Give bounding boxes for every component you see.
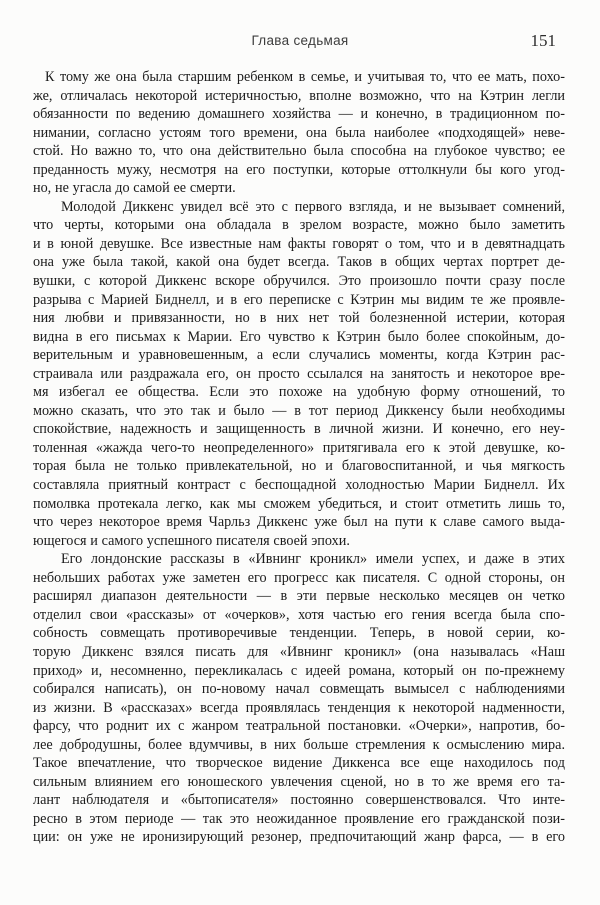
text-line: что через некоторое время Чарльз Диккенс уже был на пути к славе самого выда- xyxy=(33,514,565,531)
text-line: видна в его письмах к Марии. Его чувство к Кэтрин было более спокойным, до- xyxy=(33,328,565,345)
text-line: Его лондонские рассказы в «Ивнинг кроникл» имели успех, и даже в этих xyxy=(61,551,565,568)
paragraph xyxy=(33,550,565,847)
page-header xyxy=(36,33,564,55)
text-line: что черты, которыми она обладала в зрелом возрасте, можно было заметить xyxy=(33,217,565,234)
text-line: нимании, согласно устоям того времени, она была наиболее «подходящей» неве- xyxy=(33,124,565,141)
text-line: небольших работах уже заметен его прогресс как писателя. С одной стороны, он xyxy=(33,569,565,586)
text-line: ния любви и привязанности, но в них нет той болезненной истерии, которая xyxy=(33,310,565,327)
text-line: верительным и уравновешенным, а если случались моменты, когда Кэтрин рас- xyxy=(33,347,565,364)
text-line: составляла приятный контраст с беспощадной холодностью Марии Биднелл. Их xyxy=(33,477,565,494)
text-line: обязанности по ведению домашнего хозяйства — и конечно, в традиционном по- xyxy=(33,106,565,123)
text-line: и в юной девушке. Все известные нам факты говорят о том, что и в девятнадцать xyxy=(33,235,565,252)
text-line: спокойствие, надежность и защищенность в личной жизни. И конечно, его неу- xyxy=(33,421,565,438)
text-line: ресно в этом периоде — так это неожиданное проявление его гражданской пози- xyxy=(33,810,565,827)
text-line: преданность мужу, несмотря на его поступки, которые оттолкнули бы кого угод- xyxy=(33,161,565,178)
text-line: Молодой Диккенс увидел всё это с первого взгляда, и не вызывает сомнений, xyxy=(61,198,565,215)
text-line: стой. Но важно то, что она действительно была способна на глубокое чувство; ее xyxy=(33,143,565,160)
text-line: мя избегал ее общества. Если это похоже на удобную форму отношений, то xyxy=(33,384,565,401)
text-line: страивала или раздражала его, он просто ссылался на занятость и некоторое вре- xyxy=(33,365,565,382)
text-line: Такое впечатление, что творческое видение Диккенса все еще находилось под xyxy=(33,755,565,772)
paragraph xyxy=(33,198,565,550)
text-line: приход» и, несомненно, перекликалась с идеей романа, который он по-прежнему xyxy=(33,662,565,679)
text-line: К тому же она была старшим ребенком в семье, и учитывая то, что ее мать, похо- xyxy=(45,69,565,85)
text-line: вушки, с которой Диккенс вскоре обручился. Это произошло почти сразу после xyxy=(33,273,565,290)
text-line: лее добродушны, более вдумчивы, в них больше стремления к осмыслению мира. xyxy=(33,736,565,753)
text-line: ции: он уже не иронизирующий резонер, предпочитающий жанр фарса, — в его xyxy=(33,829,565,846)
text-line: помолвка протекала легко, как мы сможем убедиться, и стоит отметить лишь то, xyxy=(33,495,565,512)
text-line: же, отличалась некоторой истеричностью, вполне возможно, что на Кэтрин легли xyxy=(33,87,565,104)
text-line: фарсу, что роднит их с жанром театральной постановки. «Очерки», напротив, бо- xyxy=(33,718,565,735)
text-line: торая была не только привлекательной, но и благовоспитанной, и чья мягкость xyxy=(33,458,565,475)
text-line: толенная «жажда чего-то неопределенного» притягивала его к этой девушке, ко- xyxy=(33,439,565,456)
text-line: можно сказать, что это так и было — в тот период Диккенсу были необходимы xyxy=(33,402,565,419)
text-line: собирался написать), он по-новому начал совмещать вымысел с наблюдениями xyxy=(33,681,565,698)
text-line: ющегося и самого успешного писателя своей эпохи. xyxy=(33,532,350,549)
text-line: разрыва с Марией Биднелл, и в его переписке с Кэтрин мы видим те же проявле- xyxy=(33,291,565,308)
page-number: 151 xyxy=(530,31,556,50)
page-body xyxy=(33,68,565,847)
paragraph xyxy=(33,68,565,198)
text-line: отделил свои «рассказы» от «очерков», хотя частью его гения всегда была спо- xyxy=(33,606,565,623)
text-line: собность совмещать противоречивые тенденции. Теперь, в новой серии, ко- xyxy=(33,625,565,642)
text-line: торую Диккенс взялся писать для «Ивнинг кроникл» (она называлась «Наш xyxy=(33,643,565,660)
text-line: но, не угасла до самой ее смерти. xyxy=(33,180,236,197)
text-line: сильным влиянием его юношеского увлечения сценой, но в то же время его та- xyxy=(33,773,565,790)
text-line: расширял диапазон деятельности — в эти первые несколько месяцев он четко xyxy=(33,588,565,605)
text-line: она уже была такой, какой она будет всегда. Таков в общих чертах портрет де- xyxy=(33,254,565,271)
text-line: лант наблюдателя и «бытописателя» постоянно совершенствовался. Что инте- xyxy=(33,792,565,809)
text-line: из жизни. В «рассказах» всегда проявлялась тенденция к некоторой надменности, xyxy=(33,699,565,716)
running-head-chapter-title: Глава седьмая xyxy=(251,33,349,48)
